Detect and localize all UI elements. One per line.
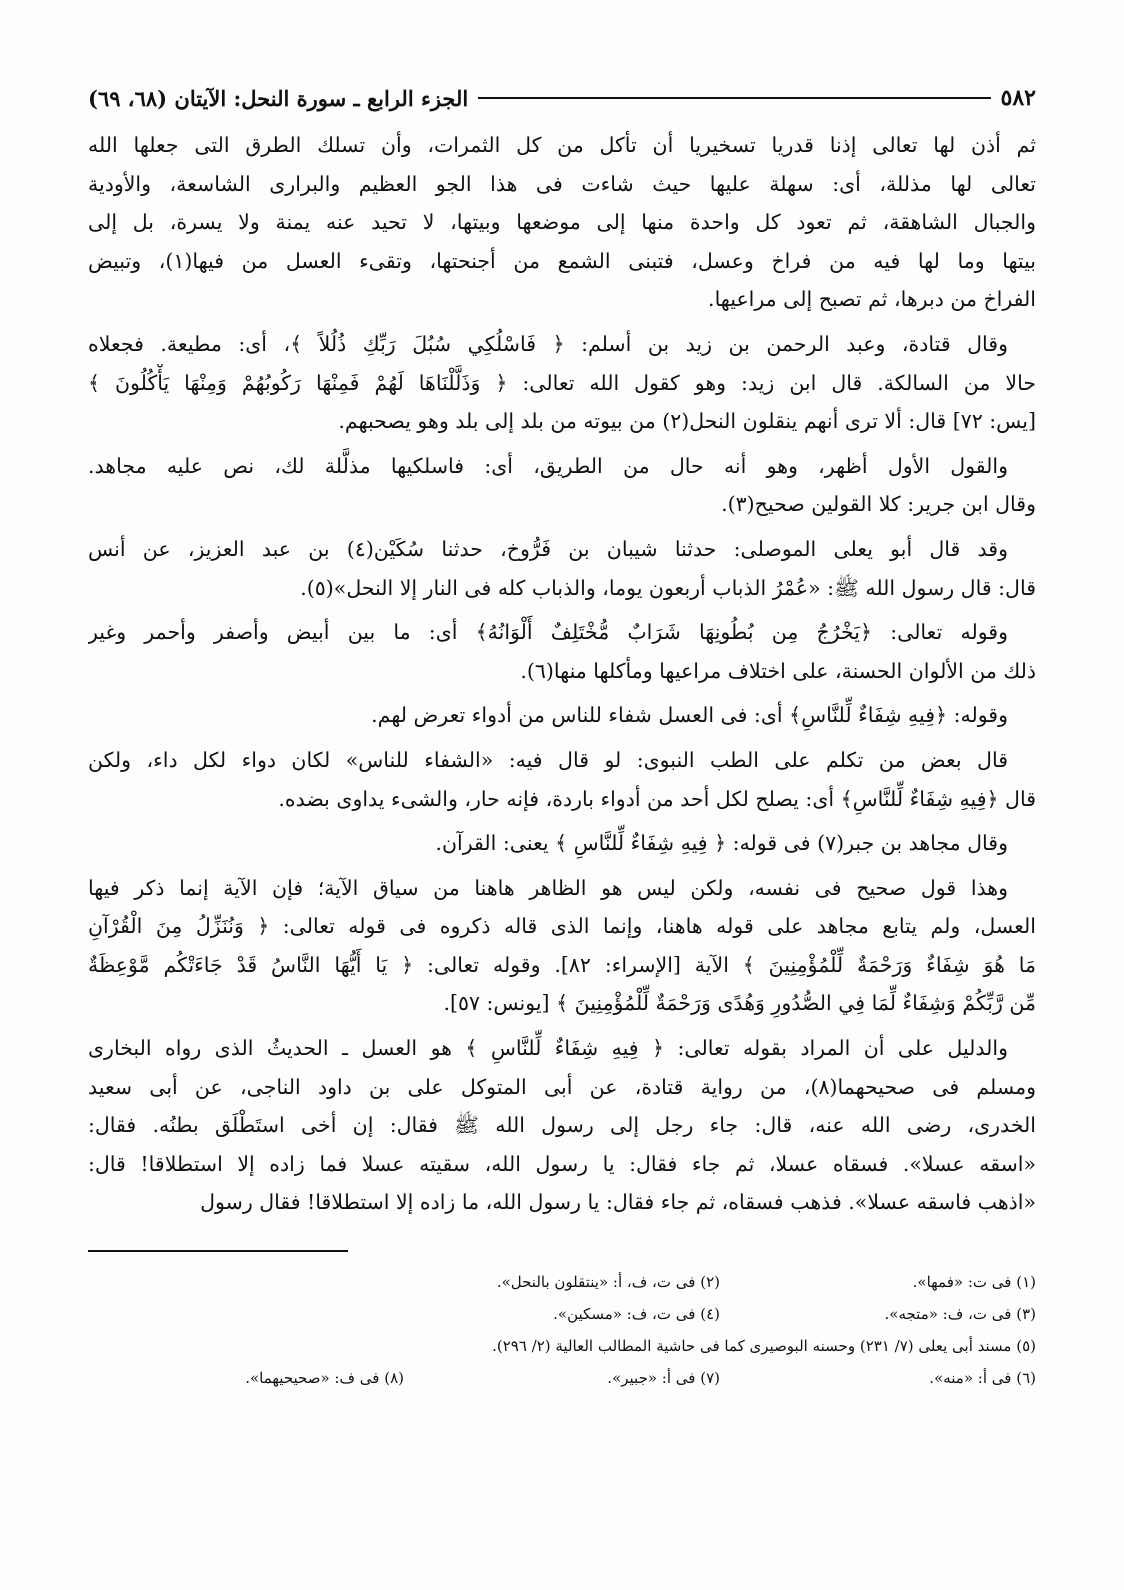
text-line: مَا هُوَ شِفَاءٌ وَرَحْمَةٌ لِّلْمُؤْمِنِينَ ﴾ الآية [الإسراء: ٨٢]. وقوله تعالى: ﴿ يَا أَيُّهَا النَّاسُ قَدْ جَاءَتْكُم مَّوْعِظَةٌ <box>88 952 1036 977</box>
paragraph <box>88 126 1036 319</box>
text-line: والدليل على أن المراد بقوله تعالى: ﴿ فِيهِ شِفَاءٌ لِّلنَّاسِ ﴾ هو العسل ـ الحديثُ الذى رواه البخارى <box>88 1036 1008 1061</box>
paragraph <box>88 741 1036 818</box>
paragraph <box>88 869 1036 1023</box>
footnote-separator <box>88 1250 348 1252</box>
footnote: (١) فى ت: «فمها». <box>912 1273 1036 1292</box>
text-line: «اذهب فاسقه عسلا». فذهب فسقاه، ثم جاء فقال: يا رسول الله، ما زاده إلا استطلاقا! فقال رسول <box>200 1190 1036 1215</box>
paragraph <box>88 824 1036 863</box>
text-line: والقول الأول أظهر، وهو أنه حال من الطريق، أى: فاسلكيها مذلَّلة لك، نص عليه مجاهد. <box>88 453 1008 478</box>
text-line: وهذا قول صحيح فى نفسه، ولكن ليس هو الظاهر هاهنا من سياق الآية؛ فإن الآية إنما ذكر فيها <box>88 875 1008 900</box>
footnote: (٣) فى ت، ف: «متجه». <box>884 1305 1036 1324</box>
paragraph <box>88 530 1036 607</box>
page-number: ٥٨٢ <box>1000 85 1036 111</box>
text-line: العسل، ولم يتابع مجاهد على قوله هاهنا، وإنما الذى قاله ذكروه فى قوله تعالى: ﴿ وَنُنَزِّلُ مِنَ الْقُرْآنِ <box>88 914 1036 939</box>
text-line: الفراخ من دبرها، ثم تصبح إلى مراعيها. <box>708 287 1036 312</box>
text-line: قال ﴿فِيهِ شِفَاءٌ لِّلنَّاسِ﴾ أى: يصلح لكل أحد من أدواء باردة، فإنه حار، والشىء يداوى بضده. <box>278 786 1036 811</box>
text-line: حالا من السالكة. قال ابن زيد: وهو كقول الله تعالى: ﴿ وَذَلَّلْنَاهَا لَهُمْ فَمِنْهَا رَكُوبُهُمْ وَمِنْهَا يَأْكُلُونَ ﴾ <box>88 370 1036 395</box>
footnote-row <box>88 1298 1036 1330</box>
text-line: «اسقه عسلا». فسقاه عسلا، ثم جاء فقال: يا رسول الله، سقيته عسلا فما زاده إلا استطلاقا! قال: <box>88 1151 1036 1176</box>
text-line: وقوله: ﴿فِيهِ شِفَاءٌ لِّلنَّاسِ﴾ أى: فى العسل شفاء للناس من أدواء تعرض لهم. <box>371 703 1008 728</box>
paragraph <box>88 447 1036 524</box>
text-line: وقد قال أبو يعلى الموصلى: حدثنا شيبان بن فَرُّوخ، حدثنا سُكَيْن(٤) بن عبد العزيز، عن أنس <box>88 536 1009 561</box>
paragraph <box>88 325 1036 441</box>
text-line: ومسلم فى صحيحهما(٨)، من رواية قتادة، عن أبى المتوكل على بن داود الناجى، عن أبى سعيد <box>88 1074 1036 1099</box>
text-line: مِّن رَّبِّكُمْ وَشِفَاءٌ لِّمَا فِي الصُّدُورِ وَهُدًى وَرَحْمَةٌ لِّلْمُؤْمِنِينَ ﴾ [يونس: ٥٧]. <box>443 991 1036 1016</box>
footnote-row <box>88 1330 1036 1362</box>
footnote-row <box>88 1266 1036 1298</box>
footnote-row <box>88 1362 1036 1394</box>
text-line: ثم أذن لها تعالى إذنا قدريا تسخيريا أن تأكل من كل الثمرات، وأن تسلك الطرق التى جعلها الله <box>88 133 1036 157</box>
footnotes <box>88 1266 1036 1394</box>
text-line: وقال قتادة، وعبد الرحمن بن زيد بن أسلم: ﴿ فَاسْلُكِي سُبُلَ رَبِّكِ ذُلُلاً ﴾، أى: مطيعة. فجعلاه <box>88 331 1008 356</box>
text-line: وقال مجاهد بن جبر(٧) فى قوله: ﴿ فِيهِ شِفَاءٌ لِّلنَّاسِ ﴾ يعنى: القرآن. <box>435 831 1008 856</box>
footnote: (٧) فى أ: «جبير». <box>607 1369 720 1388</box>
text-line: قال: قال رسول الله ﷺ: «عُمْرُ الذباب أربعون يوما، والذباب كله فى النار إلا النحل»(٥). <box>300 575 1036 600</box>
running-title: الجزء الرابع ـ سورة النحل: الآيتان (٦٨، ٦٩) <box>88 85 469 111</box>
text-line: بيتها وما لها فيه من فراخ وعسل، فتبنى الشمع من أجنحتها، وتقىء العسل من فيها(١)، وتبيض <box>88 248 1036 273</box>
book-page <box>88 82 1036 1394</box>
paragraph <box>88 1029 1036 1222</box>
footnote: (٨) فى ف: «صحيحيهما». <box>245 1369 404 1388</box>
text-line: ذلك من الألوان الحسنة، على اختلاف مراعيها ومأكلها منها(٦). <box>520 658 1036 683</box>
footnote: (٢) فى ت، ف، أ: «ينتقلون بالنحل». <box>496 1273 720 1292</box>
text-line: وقال ابن جرير: كلا القولين صحيح(٣). <box>721 492 1036 517</box>
footnote: (٦) فى أ: «منه». <box>929 1369 1036 1388</box>
footnote: (٥) مسند أبى يعلى (٧/ ٢٣١) وحسنه البوصيرى كما فى حاشية المطالب العالية (٢/ ٢٩٦). <box>492 1337 1036 1356</box>
text-line: والجبال الشاهقة، ثم تعود كل واحدة منها إلى موضعها وبيتها، لا تحيد عنه يمنة ولا يسرة، بل إلى <box>88 210 1036 235</box>
text-line: الخدرى، رضى الله عنه، قال: جاء رجل إلى رسول الله ﷺ فقال: إن أخى استَطْلَق بطنُه. فقال: <box>88 1113 1036 1138</box>
text-line: قال بعض من تكلم على الطب النبوى: لو قال فيه: «الشفاء للناس» لكان دواء لكل داء، ولكن <box>88 747 1008 772</box>
text-line: تعالى لها مذللة، أى: سهلة عليها حيث شاءت فى هذا الجو العظيم والبرارى الشاسعة، والأودية <box>88 171 1036 196</box>
text-line: [يس: ٧٢] قال: ألا ترى أنهم ينقلون النحل(٢) من بيوته من بلد إلى بلد وهو يصحبهم. <box>338 409 1036 434</box>
footnote: (٤) فى ت، ف: «مسكين». <box>553 1305 720 1324</box>
paragraph <box>88 696 1036 735</box>
page-header <box>88 82 1036 114</box>
header-rule <box>478 97 990 99</box>
text-line: وقوله تعالى: ﴿يَخْرُجُ مِن بُطُونِهَا شَرَابٌ مُّخْتَلِفٌ أَلْوَانُهُ﴾ أى: ما بين أبيض وأصفر وأحمر وغير <box>88 620 1008 645</box>
paragraph <box>88 613 1036 690</box>
main-text <box>88 126 1036 1222</box>
